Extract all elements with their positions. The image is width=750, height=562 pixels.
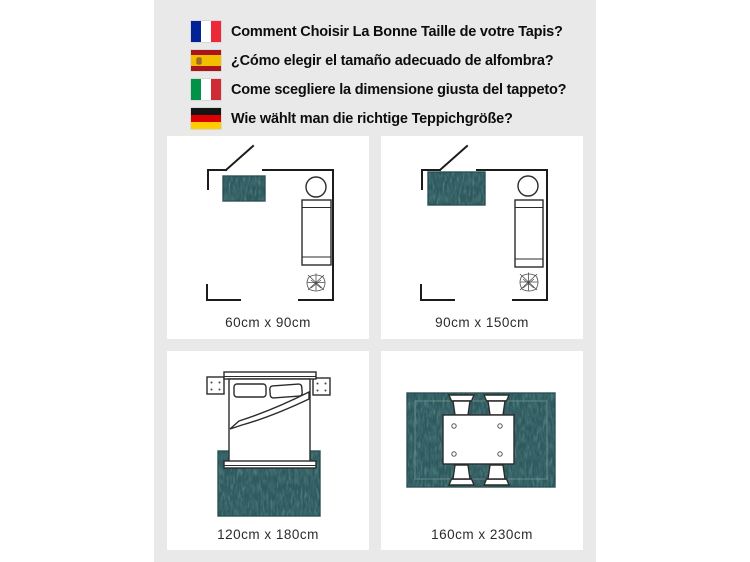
side-table-circle bbox=[518, 176, 538, 196]
header-text-german: Wie wählt man die richtige Teppichgröße? bbox=[231, 110, 513, 127]
size-label: 120cm x 180cm bbox=[217, 527, 319, 542]
bedroom-floorplan-drawing bbox=[167, 136, 369, 306]
rug-top-view bbox=[428, 172, 485, 205]
footboard bbox=[224, 461, 316, 468]
headboard bbox=[224, 372, 316, 379]
nightstand-left bbox=[207, 377, 224, 394]
header-text-italian: Come scegliere la dimensione giusta del tappeto? bbox=[231, 81, 567, 98]
spain-flag-icon bbox=[191, 50, 221, 71]
header-text-french: Comment Choisir La Bonne Taille de votre Tapis? bbox=[231, 23, 563, 40]
header-row-german bbox=[154, 104, 596, 133]
france-flag-icon bbox=[191, 21, 221, 42]
side-table-circle bbox=[306, 177, 326, 197]
size-label: 160cm x 230cm bbox=[431, 527, 533, 542]
door-swing-line bbox=[226, 146, 253, 170]
door-swing-line bbox=[440, 146, 467, 170]
header-row-italian bbox=[154, 75, 596, 104]
panel-120x180 bbox=[167, 351, 369, 550]
panel-90x150 bbox=[381, 136, 583, 339]
size-panels-grid bbox=[154, 133, 596, 550]
size-label: 90cm x 150cm bbox=[435, 315, 529, 330]
bed-top-view bbox=[302, 200, 331, 265]
panel-160x230 bbox=[381, 351, 583, 550]
germany-flag-icon bbox=[191, 108, 221, 129]
panel-60x90 bbox=[167, 136, 369, 339]
nightstand-right bbox=[313, 378, 330, 395]
rug-top-view bbox=[223, 176, 265, 201]
plant-icon bbox=[520, 273, 538, 292]
plant-icon bbox=[307, 274, 325, 292]
header-row-spanish bbox=[154, 46, 596, 75]
size-label: 60cm x 90cm bbox=[225, 315, 311, 330]
dining-rug-drawing bbox=[381, 351, 583, 519]
dining-table bbox=[443, 415, 514, 464]
bedroom-floorplan-drawing bbox=[381, 136, 583, 306]
header-text-spanish: ¿Cómo elegir el tamaño adecuado de alfombra? bbox=[231, 52, 554, 69]
multilingual-header bbox=[154, 0, 596, 133]
bed-rug-drawing bbox=[167, 351, 369, 519]
italy-flag-icon bbox=[191, 79, 221, 100]
header-row-french bbox=[154, 17, 596, 46]
content-area bbox=[154, 0, 596, 562]
bed-top-view bbox=[515, 200, 543, 267]
